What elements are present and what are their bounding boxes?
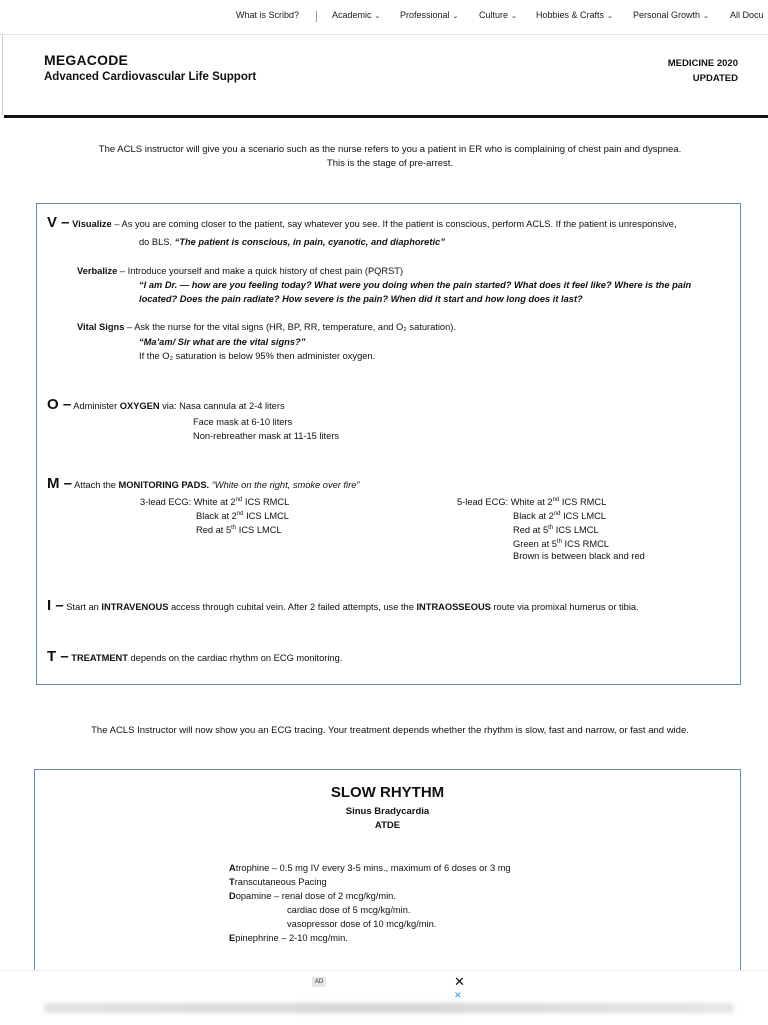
o-pre: Administer bbox=[73, 401, 120, 411]
nav-academic[interactable]: Academic ⌄ bbox=[332, 10, 381, 20]
verbalize-quote-1: “I am Dr. — how are you feeling today? What were you doing when the pain started? What does it feel like? Where is the pain bbox=[139, 280, 692, 290]
nav-all-documents[interactable]: All Docu bbox=[730, 10, 764, 20]
visualize-line-2 bbox=[139, 236, 445, 249]
intro-line-1: The ACLS instructor will give you a scenario such as the nurse refers to you a patient in ER who is complaining of chest pain and dyspnea. bbox=[98, 144, 682, 155]
document-page bbox=[0, 35, 768, 970]
ecg-intro: The ACLS Instructor will now show you an ECG tracing. Your treatment depends whether the rhythm is slow, fast and narrow, or fast and wide. bbox=[91, 725, 689, 736]
top-navigation bbox=[0, 0, 768, 35]
t-letter: T – bbox=[47, 648, 69, 665]
o-section bbox=[47, 398, 285, 413]
doc-updated: UPDATED bbox=[692, 73, 738, 84]
nav-culture[interactable]: Culture ⌄ bbox=[479, 10, 517, 20]
o-line-2: Face mask at 6-10 liters bbox=[193, 417, 293, 427]
vitals-line bbox=[77, 321, 456, 334]
lead3-line-2: Black at 2nd ICS LMCL bbox=[196, 511, 289, 522]
vitals-text: – Ask the nurse for the vital signs (HR, BP, RR, temperature, and O₂ saturation). bbox=[124, 322, 456, 332]
visualize-quote: “The patient is conscious, in pain, cyanotic, and diaphoretic” bbox=[174, 237, 445, 247]
o-post: via: Nasa cannula at 2-4 liters bbox=[159, 401, 285, 411]
i-letter: I – bbox=[47, 597, 64, 614]
header-rule bbox=[4, 115, 768, 118]
ad-badge: AD bbox=[312, 977, 326, 987]
t-section bbox=[47, 650, 342, 665]
i-post: route via promixal humerus or tibia. bbox=[490, 602, 639, 612]
slow-rhythm-title: SLOW RHYTHM bbox=[330, 784, 445, 801]
lead5-line-5: Brown is between black and red bbox=[513, 551, 645, 561]
ad-content[interactable] bbox=[44, 1003, 734, 1013]
lead5-line-1: 5-lead ECG: White at 2nd ICS RMCL bbox=[457, 497, 607, 508]
verbalize-quote-2: located? Does the pain radiate? How severe is the pain? When did it start and how long does it last? bbox=[139, 294, 583, 304]
o-letter: O – bbox=[47, 396, 72, 413]
o-line-3: Non-rebreather mask at 11-15 liters bbox=[193, 431, 340, 441]
i-mid: access through cubital vein. After 2 failed attempts, use the bbox=[168, 602, 417, 612]
o-oxygen: OXYGEN bbox=[119, 401, 160, 411]
vitals-quote: “Ma’am/ Sir what are the vital signs?” bbox=[139, 337, 306, 347]
slow-rhythm-box bbox=[34, 769, 741, 970]
slow-rhythm-sub1: Sinus Bradycardia bbox=[345, 806, 430, 817]
vitals-note: If the O₂ saturation is below 95% then administer oxygen. bbox=[139, 351, 376, 361]
intro-line-2: This is the stage of pre-arrest. bbox=[326, 158, 454, 169]
chevron-down-icon: ⌄ bbox=[511, 13, 517, 20]
visualize-text: – As you are coming closer to the patient, say whatever you see. If the patient is conscious, perform ACLS. If the patient is unresponsive, bbox=[111, 219, 677, 229]
m-letter: M – bbox=[47, 475, 73, 492]
m-pre: Attach the bbox=[74, 480, 119, 490]
nav-hobbies-crafts[interactable]: Hobbies & Crafts ⌄ bbox=[536, 10, 613, 20]
nav-professional[interactable]: Professional ⌄ bbox=[400, 10, 459, 20]
epinephrine-line: Epinephrine – 2-10 mcg/min. bbox=[229, 933, 348, 943]
lead3-line-3: Red at 5th ICS LMCL bbox=[196, 525, 282, 536]
dopamine-line-3: vasopressor dose of 10 mcg/kg/min. bbox=[287, 919, 437, 929]
chevron-down-icon: ⌄ bbox=[703, 13, 709, 20]
verbalize-text: – Introduce yourself and make a quick history of chest pain (PQRST) bbox=[117, 266, 404, 276]
close-icon[interactable]: ✕ bbox=[454, 974, 465, 989]
m-section bbox=[47, 477, 359, 492]
doc-subtitle: Advanced Cardiovascular Life Support bbox=[44, 71, 257, 83]
ad-choices-close-icon[interactable]: ✕ bbox=[454, 990, 462, 1000]
verbalize-line bbox=[77, 265, 403, 278]
v-letter: V – bbox=[47, 214, 70, 231]
nav-what-is-scribd[interactable]: What is Scribd? bbox=[236, 10, 300, 20]
intro-text bbox=[40, 143, 740, 171]
nav-personal-growth[interactable]: Personal Growth ⌄ bbox=[633, 10, 709, 20]
pacing-line: Transcutaneous Pacing bbox=[229, 877, 327, 887]
t-treatment: TREATMENT bbox=[71, 653, 128, 663]
dopamine-line-2: cardiac dose of 5 mcg/kg/min. bbox=[287, 905, 411, 915]
lead3-line-1: 3-lead ECG: White at 2nd ICS RMCL bbox=[140, 497, 290, 508]
m-monitoring: MONITORING PADS. bbox=[118, 480, 210, 490]
atropine-line: Atrophine – 0.5 mg IV every 3-5 mins., maximum of 6 doses or 3 mg bbox=[229, 863, 511, 873]
visualize-label: Visualize bbox=[72, 219, 112, 229]
vitals-label: Vital Signs bbox=[77, 322, 125, 332]
t-post: depends on the cardiac rhythm on ECG monitoring. bbox=[127, 653, 343, 663]
v-section bbox=[47, 216, 677, 231]
i-pre: Start an bbox=[66, 602, 102, 612]
i-intravenous: INTRAVENOUS bbox=[101, 602, 169, 612]
lead5-line-4: Green at 5th ICS RMCL bbox=[513, 539, 609, 550]
ad-bar bbox=[0, 970, 768, 1025]
lead5-line-3: Red at 5th ICS LMCL bbox=[513, 525, 599, 536]
m-quote: “White on the right, smoke over fire” bbox=[209, 480, 360, 490]
dopamine-line: Dopamine – renal dose of 2 mcg/kg/min. bbox=[229, 891, 396, 901]
page-edge bbox=[2, 35, 3, 115]
nav-divider bbox=[316, 11, 317, 22]
chevron-down-icon: ⌄ bbox=[374, 13, 381, 20]
lead5-line-2: Black at 2nd ICS LMCL bbox=[513, 511, 606, 522]
i-section bbox=[47, 599, 639, 614]
i-intraosseous: INTRAOSSEOUS bbox=[416, 602, 491, 612]
doc-edition: MEDICINE 2020 bbox=[667, 58, 738, 69]
slow-rhythm-sub2: ATDE bbox=[374, 820, 401, 831]
vomit-box bbox=[36, 203, 741, 685]
visualize-text-2: do BLS. bbox=[139, 237, 175, 247]
doc-title: MEGACODE bbox=[44, 52, 129, 68]
chevron-down-icon: ⌄ bbox=[452, 13, 459, 20]
verbalize-label: Verbalize bbox=[77, 266, 118, 276]
chevron-down-icon: ⌄ bbox=[607, 13, 613, 20]
